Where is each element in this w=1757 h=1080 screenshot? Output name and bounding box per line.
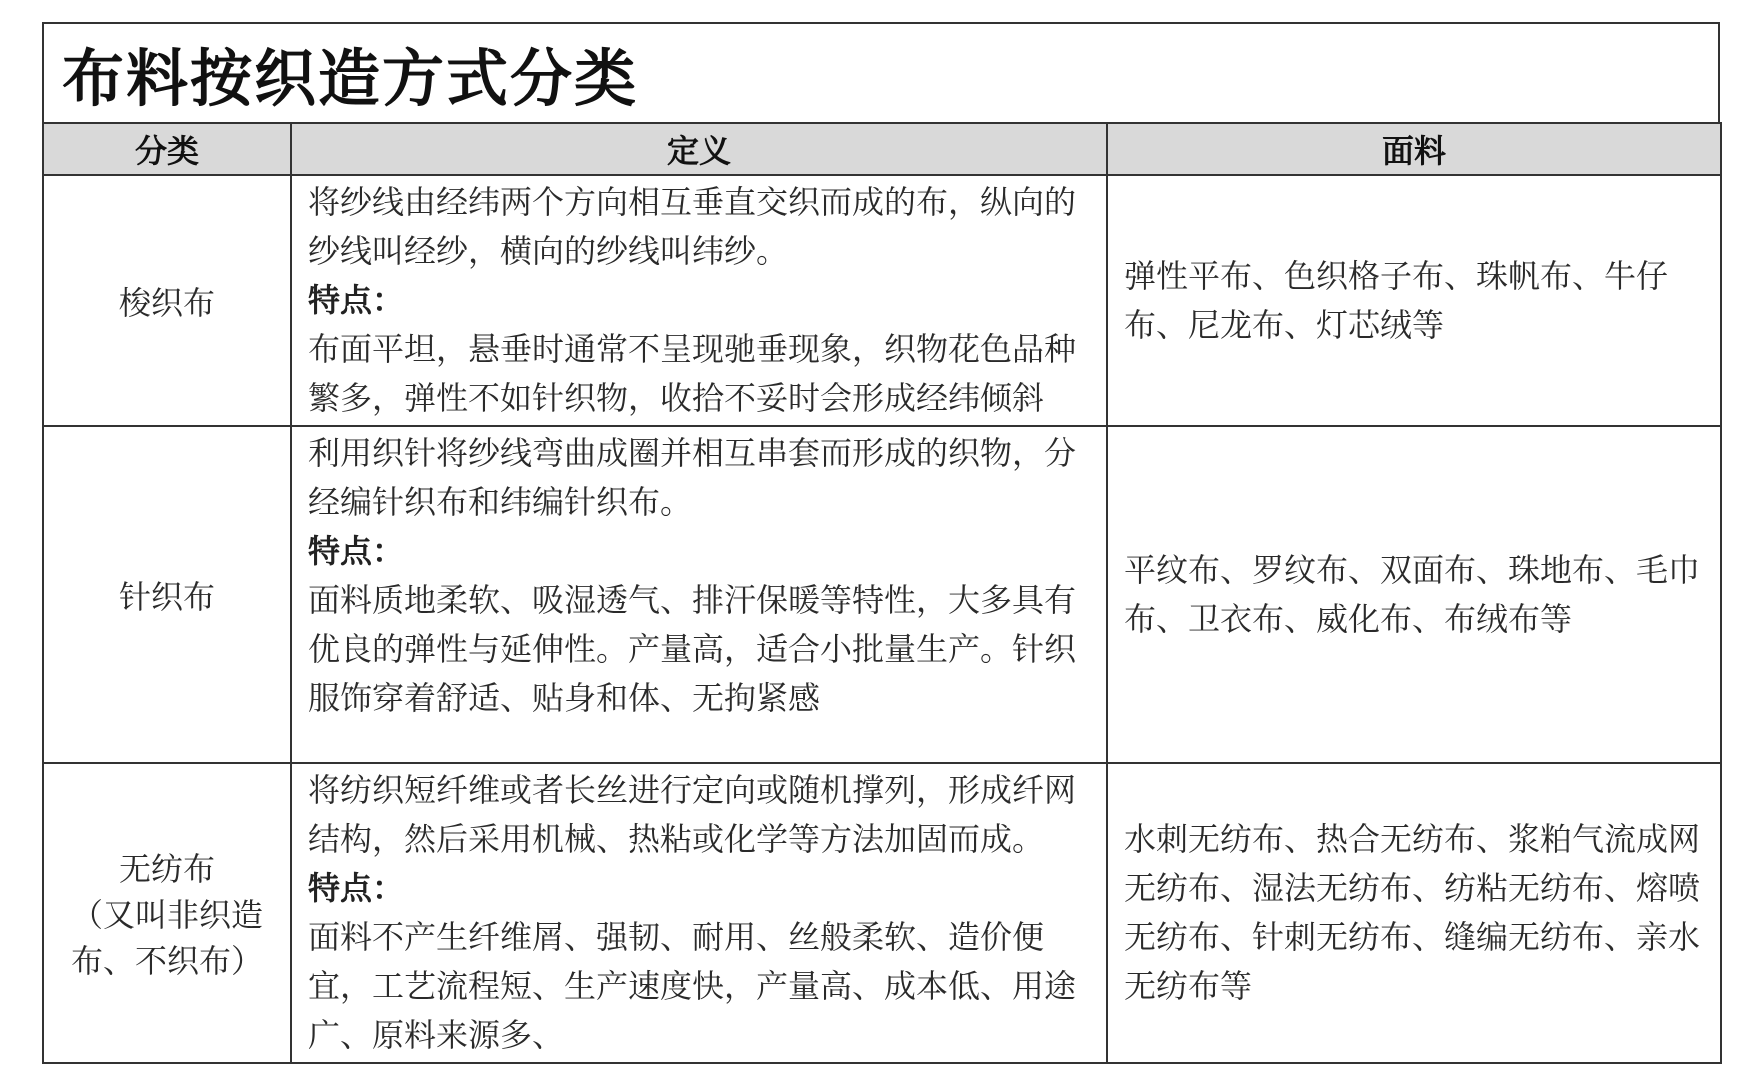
definition-cell [291, 426, 1107, 763]
category-cell [43, 763, 291, 1063]
features-text: 面料不产生纤维屑、强韧、耐用、丝般柔软、造价便宜，工艺流程短、生产速度快，产量高、成本低、用途广、原料来源多、 [308, 918, 1077, 1054]
category-name: 无纺布 [118, 850, 215, 888]
category-note: （又叫非织造布、不织布） [70, 896, 263, 980]
definition-cell [291, 175, 1107, 426]
category-cell: 梭织布 [43, 175, 291, 426]
classification-table [42, 122, 1722, 1064]
fabrics-cell: 水刺无纺布、热合无纺布、浆粕气流成网无纺布、湿法无纺布、纺粘无纺布、熔喷无纺布、针刺无纺布、缝编无纺布、亲水无纺布等 [1107, 763, 1721, 1063]
header-fabrics: 面料 [1107, 123, 1721, 175]
table-row [43, 763, 1721, 1063]
features-text: 布面平坦，悬垂时通常不呈现驰垂现象，织物花色品种繁多，弹性不如针织物，收拾不妥时会形成经纬倾斜 [308, 330, 1077, 417]
fabrics-cell: 弹性平布、色织格子布、珠帆布、牛仔布、尼龙布、灯芯绒等 [1107, 175, 1721, 426]
features-text: 面料质地柔软、吸湿透气、排汗保暖等特性，大多具有优良的弹性与延伸性。产量高，适合小批量生产。针织服饰穿着舒适、贴身和体、无拘紧感 [308, 581, 1077, 717]
title-bar [42, 22, 1720, 122]
document-table [42, 22, 1720, 1064]
definition-text: 利用织针将纱线弯曲成圈并相互串套而形成的织物，分经编针织布和纬编针织布。 [308, 434, 1077, 521]
fabrics-cell: 平纹布、罗纹布、双面布、珠地布、毛巾布、卫衣布、威化布、布绒布等 [1107, 426, 1721, 763]
definition-text: 将纱线由经纬两个方向相互垂直交织而成的布，纵向的纱线叫经纱，横向的纱线叫纬纱。 [308, 183, 1077, 270]
table-row [43, 175, 1721, 426]
header-row [43, 123, 1721, 175]
feature-label: 特点： [308, 869, 405, 907]
feature-label: 特点： [308, 281, 405, 319]
feature-label: 特点： [308, 532, 405, 570]
category-cell: 针织布 [43, 426, 291, 763]
definition-cell [291, 763, 1107, 1063]
header-definition: 定义 [291, 123, 1107, 175]
page-title: 布料按织造方式分类 [62, 41, 639, 115]
table-row [43, 426, 1721, 763]
definition-text: 将纺织短纤维或者长丝进行定向或随机撑列，形成纤网结构，然后采用机械、热粘或化学等方法加固而成。 [308, 771, 1077, 858]
header-category: 分类 [43, 123, 291, 175]
